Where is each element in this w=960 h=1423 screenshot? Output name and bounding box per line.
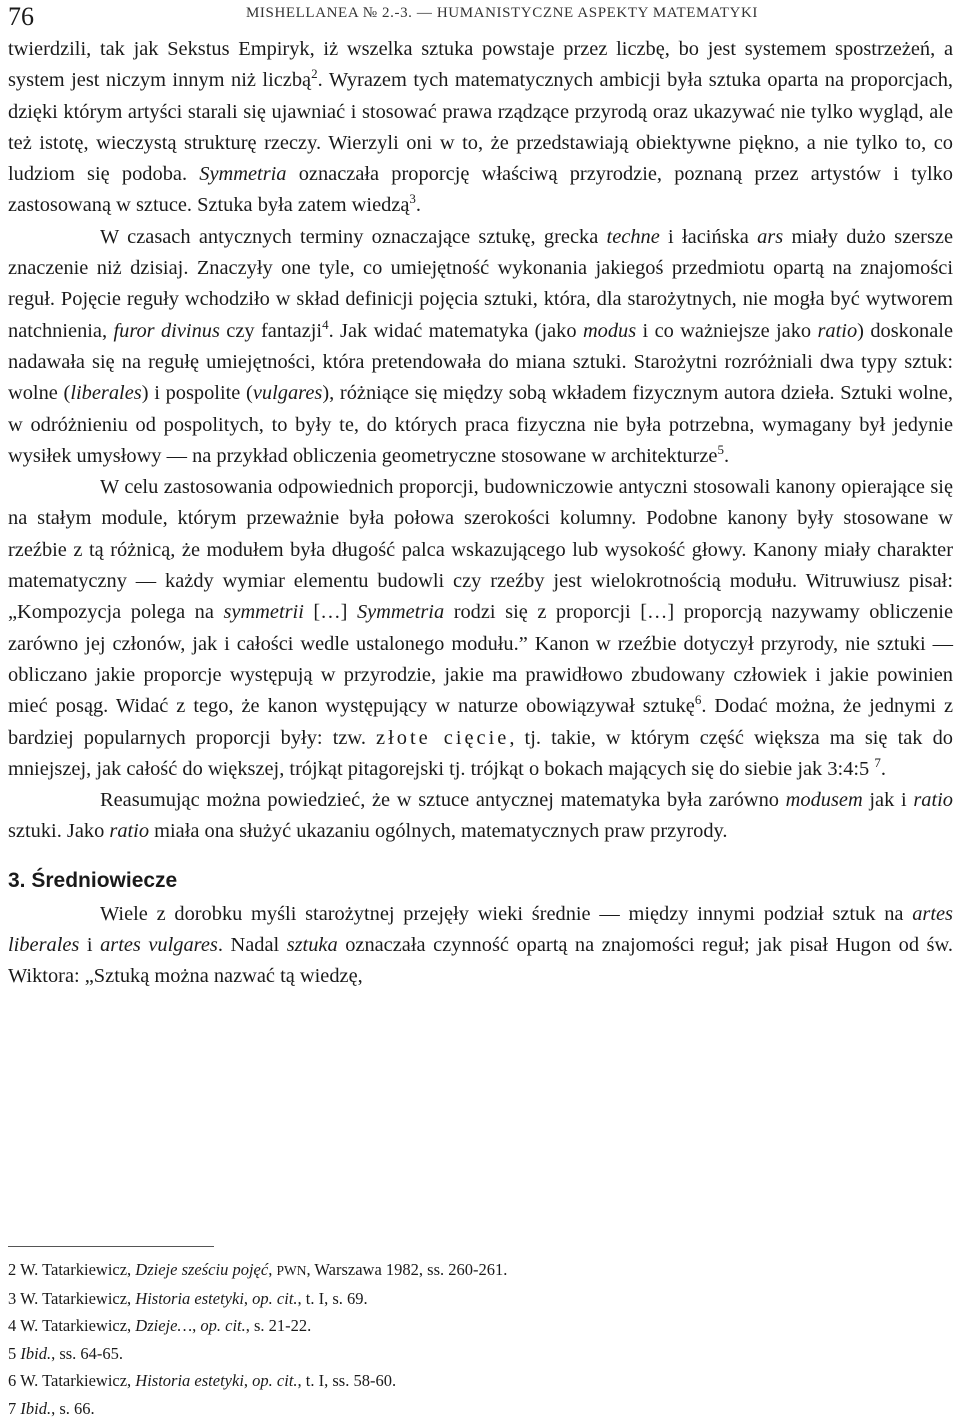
paragraph-4: Reasumując można powiedzieć, że w sztuce antycznej matematyka była zarówno modusem jak i ratio sztuki. Jako ratio miała ona służyć ukazaniu ogólnych, matematycznych praw przyrody.: [8, 789, 953, 843]
footnote-3: 3 W. Tatarkiewicz, Historia estetyki, op. cit., t. I, s. 69.: [8, 1288, 368, 1308]
footnote-2: 2 W. Tatarkiewicz, Dzieje sześciu pojęć, PWN, Warszawa 1982, ss. 260-261.: [8, 1260, 508, 1279]
footnote-4: 4 W. Tatarkiewicz, Dzieje…, op. cit., s. 21-22.: [8, 1316, 312, 1336]
footnote-6: 6 W. Tatarkiewicz, Historia estetyki, op. cit., t. I, ss. 58-60.: [8, 1371, 397, 1391]
paragraph-5: Wiele z dorobku myśli starożytnej przejęły wieki średnie — między innymi podział sztuk na artes liberales i artes vulgares. Nadal sztuka oznaczała czynność opartą na znajomości reguł; jak pisał Hugon od św. Wiktora: „Sztuką można nazwać tą wiedzę,: [8, 902, 953, 988]
footnote-5: 5 Ibid., ss. 64-65.: [8, 1343, 124, 1363]
running-head: MISHELLANEA № 2.-3. — HUMANISTYCZNE ASPEKTY MATEMATYKI: [246, 5, 758, 21]
page-header: [8, 2, 953, 32]
document-page: [8, 0, 954, 1418]
paragraph-1: twierdzili, tak jak Sekstus Empiryk, iż wszelka sztuka powstaje przez liczbę, bo jest systemem spostrzeżeń, a system jest niczym innym niż liczbą$^2$. Wyrazem tych matematycznych ambicji była sztuka oparta na proporcjach, dzięki którym artyści starali się ujawniać i stosować prawa rządzące przyrodą oraz ukazywać nie tylko wygląd, ale też istotę, wieczystą strukturę rzeczy. Wierzyli oni w to, że przedstawiają obiektywne piękno, a nie tylko to, co ludziom się podoba. Symmetria oznaczała proporcję właściwą przyrodzie, poznaną przez artystów i tylko zastosowaną w sztuce. Sztuka była zatem wiedzą$^3$.: [8, 38, 953, 217]
paragraph-3: W celu zastosowania odpowiednich proporcji, budowniczowie antyczni stosowali kanony opierające się na stałym module, którym przeważnie była połowa szerokości kolumny. Podobne kanony były stosowane w rzeźbie z tą różnicą, że modułem była długość palca wskazującego lub wysokość głowy. Kanony miały charakter matematyczny — każdy wymiar elementu budowli czy rzeźby jest wielokrotnością modułu. Witruwiusz pisał: „Kompozycja polega na symmetrii […] Symmetria rodzi się z proporcji […] proporcją nazywamy obliczenie zarówno jej członów, jak i całości wedle ustalonego modułu.” Kanon w rzeźbie dotyczył przyrody, nie sztuki — obliczano jakie proporcje występują w przyrodzie, jakie ma prawidłowo zbudowany człowiek i jakie powinien mieć posąg. Widać z tego, że kanon występujący w naturze obowiązywał sztukę$^6$. Dodać można, że jednymi z bardziej popularnych proporcji były: tzw. złote cięcie, tj. takie, w którym część większa ma się tak do mniejszej, jak całość do większej, trójkąt pitagorejski tj. trójkąt o bokach mających się do siebie jak 3:4:5 $^7$.: [8, 476, 954, 780]
footnote-ref-6[interactable]: 6: [694, 692, 702, 708]
spaced-term: złote cięcie: [376, 726, 510, 749]
paragraph-2: W czasach antycznych terminy oznaczające sztukę, grecka techne i łacińska ars miały dużo szersze znaczenie niż dzisiaj. Znaczyły one tyle, co umiejętność wykonania jakiegoś przedmiotu opartą na znajomości reguł. Pojęcie reguły wchodziło w skład definicji pojęcia sztuki, która, dla starożytnych, nie mogła być wytworem natchnienia, furor divinus czy fantazji$^4$. Jak widać matematyka (jako modus i co ważniejsze jako ratio) doskonale nadawała się na regułę umiejętności, która pretendowała do miana sztuki. Starożytni rozróżniali dwa typy sztuk: wolne (liberales) i pospolite (vulgares), różniące się między sobą wkładem fizycznym autora dzieła. Sztuki wolne, w odróżnieniu od pospolitych, to były te, do których praca fizyczna nie była potrzebna, wymagany był jedynie wysiłek umysłowy — na przykład obliczenia geometryczne stosowane w architekturze$^5$.: [8, 225, 953, 467]
footnote-ref-3[interactable]: 3: [409, 191, 416, 207]
footnote-ref-5[interactable]: 5: [717, 442, 724, 458]
footnote-7: 7 Ibid., s. 66.: [8, 1398, 95, 1418]
body-text: [8, 34, 953, 993]
footnote-ref-4[interactable]: 4: [322, 316, 329, 332]
footnotes: [8, 1256, 953, 1423]
section-heading: 3. Średniowiecze: [8, 868, 178, 892]
footnote-ref-7[interactable]: 7: [874, 755, 881, 771]
page-number: 76: [8, 2, 34, 31]
footnote-ref-2[interactable]: 2: [311, 66, 318, 82]
footnote-divider: [8, 1246, 214, 1247]
